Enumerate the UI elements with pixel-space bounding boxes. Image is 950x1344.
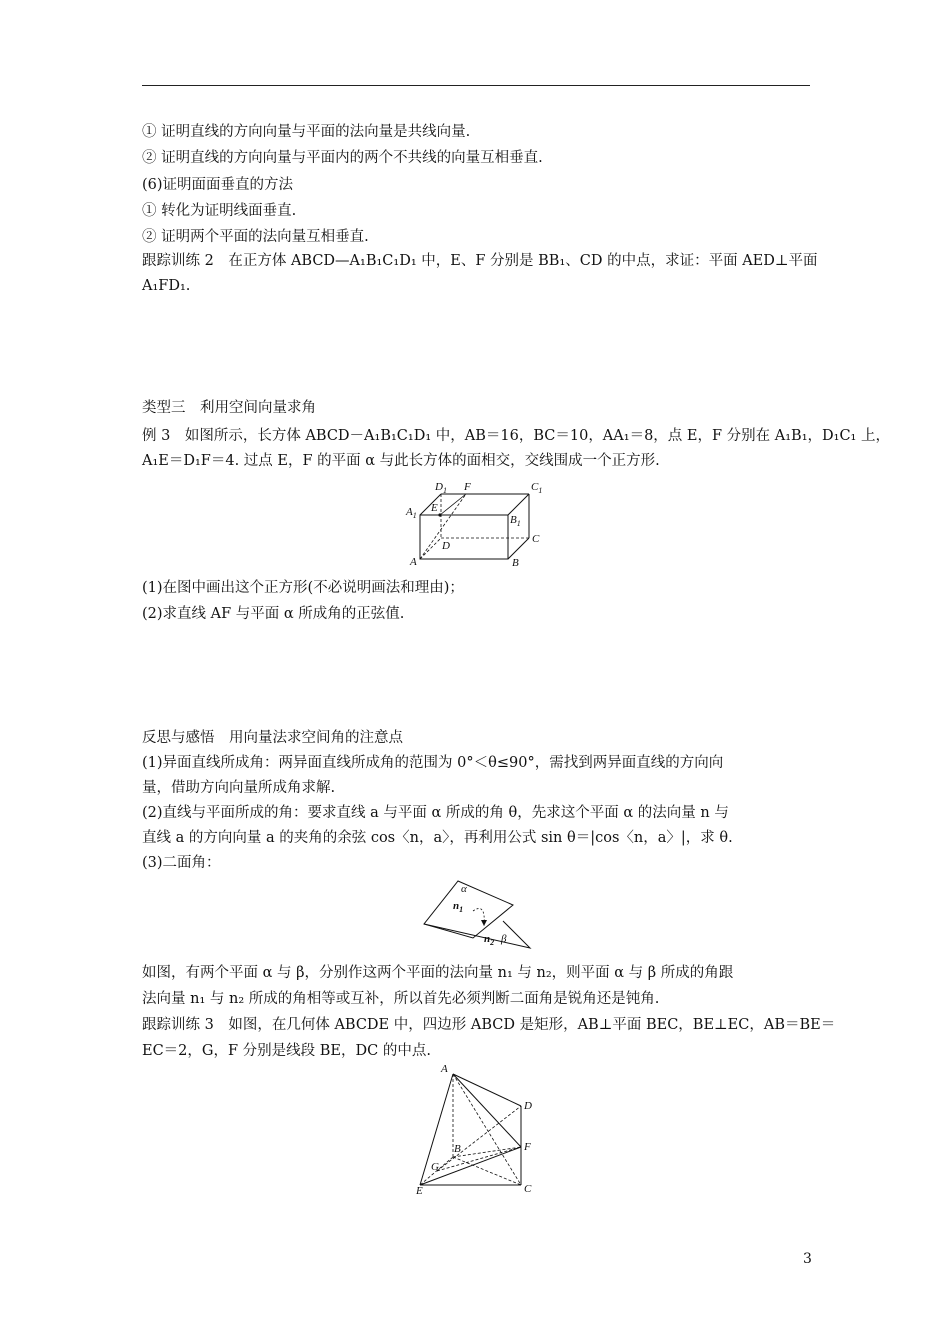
- label-C1: $C_1$: [531, 481, 543, 495]
- label-A: A: [441, 1063, 448, 1075]
- label-F: F: [524, 1141, 531, 1153]
- label-A: A: [410, 556, 417, 568]
- label-B1: $B_1$: [510, 514, 521, 528]
- label-C: C: [532, 533, 540, 545]
- dihedral-text: 如图，有两个平面 α 与 β，分别作这两个平面的法向量 n₁ 与 n₂，则平面 α 与 β 所成的角跟: [142, 965, 734, 981]
- dihedral-text: 法向量 n₁ 与 n₂ 所成的角相等或互补，所以首先必须判断二面角是锐角还是钝角.: [142, 991, 660, 1007]
- label-n2: $n_2$: [484, 933, 495, 947]
- reflection-text: (3)二面角：: [142, 855, 221, 871]
- label-D1: $D_1$: [435, 481, 447, 495]
- reflection-heading: 反思与感悟 用向量法求空间角的注意点: [142, 730, 403, 746]
- label-E: E: [416, 1185, 423, 1197]
- reflection-text: 量，借助方向向量所成角求解.: [142, 780, 336, 796]
- solid-ABCDE-figure: [408, 1060, 538, 1200]
- label-A1: $A_1$: [406, 506, 417, 520]
- reflection-text: (2)直线与平面所成的角：要求直线 a 与平面 α 所成的角 θ，先求这个平面 α 的法向量 n 与: [142, 805, 729, 821]
- label-G: G: [431, 1161, 439, 1173]
- label-D: D: [524, 1100, 532, 1112]
- label-F: F: [464, 481, 471, 493]
- label-C: C: [524, 1183, 532, 1195]
- label-B: B: [512, 557, 519, 569]
- label-n1: $n_1$: [453, 900, 464, 914]
- exercise-2-text: A₁FD₁.: [142, 278, 191, 294]
- exercise-3-text: EC＝2，G，F 分别是线段 BE，DC 的中点.: [142, 1043, 431, 1059]
- text-line: ② 证明直线的方向向量与平面内的两个不共线的向量互相垂直.: [142, 150, 543, 166]
- question-1: (1)在图中画出这个正方形(不必说明画法和理由)；: [142, 580, 464, 596]
- reflection-text: (1)异面直线所成角：两异面直线所成角的范围为 0°＜θ≤90°，需找到两异面直线的方向向: [142, 755, 724, 771]
- question-2: (2)求直线 AF 与平面 α 所成角的正弦值.: [142, 606, 405, 622]
- text-line: (6)证明面面垂直的方法: [142, 177, 294, 193]
- text-line: ② 证明两个平面的法向量互相垂直.: [142, 229, 369, 245]
- example-3-text: A₁E＝D₁F＝4. 过点 E，F 的平面 α 与此长方体的面相交，交线围成一个正方形.: [142, 453, 660, 469]
- text-line: ① 转化为证明线面垂直.: [142, 203, 297, 219]
- label-D: D: [442, 540, 450, 552]
- exercise-3-text: 跟踪训练 3 如图，在几何体 ABCDE 中，四边形 ABCD 是矩形，AB⊥平面 BEC，BE⊥EC，AB＝BE＝: [142, 1017, 836, 1033]
- text-line: ① 证明直线的方向向量与平面的法向量是共线向量.: [142, 124, 471, 140]
- cuboid-figure: [400, 478, 560, 570]
- header-rule: [142, 85, 810, 86]
- page-number: 3: [803, 1251, 812, 1267]
- label-alpha: α: [461, 883, 467, 895]
- example-3-text: 例 3 如图所示，长方体 ABCD－A₁B₁C₁D₁ 中，AB＝16，BC＝10，AA₁＝8，点 E，F 分别在 A₁B₁，D₁C₁ 上，: [142, 428, 890, 444]
- label-E: E: [431, 502, 438, 514]
- label-B: B: [454, 1143, 461, 1155]
- section-heading: 类型三 利用空间向量求角: [142, 400, 316, 416]
- label-beta: β: [501, 933, 507, 945]
- reflection-text: 直线 a 的方向向量 a 的夹角的余弦 cos〈n，a〉，再利用公式 sin θ＝|cos〈n，a〉|，求 θ.: [142, 830, 733, 846]
- exercise-2-text: 跟踪训练 2 在正方体 ABCD—A₁B₁C₁D₁ 中，E、F 分别是 BB₁、CD 的中点，求证：平面 AED⊥平面: [142, 253, 818, 269]
- dihedral-angle-figure: [418, 878, 536, 952]
